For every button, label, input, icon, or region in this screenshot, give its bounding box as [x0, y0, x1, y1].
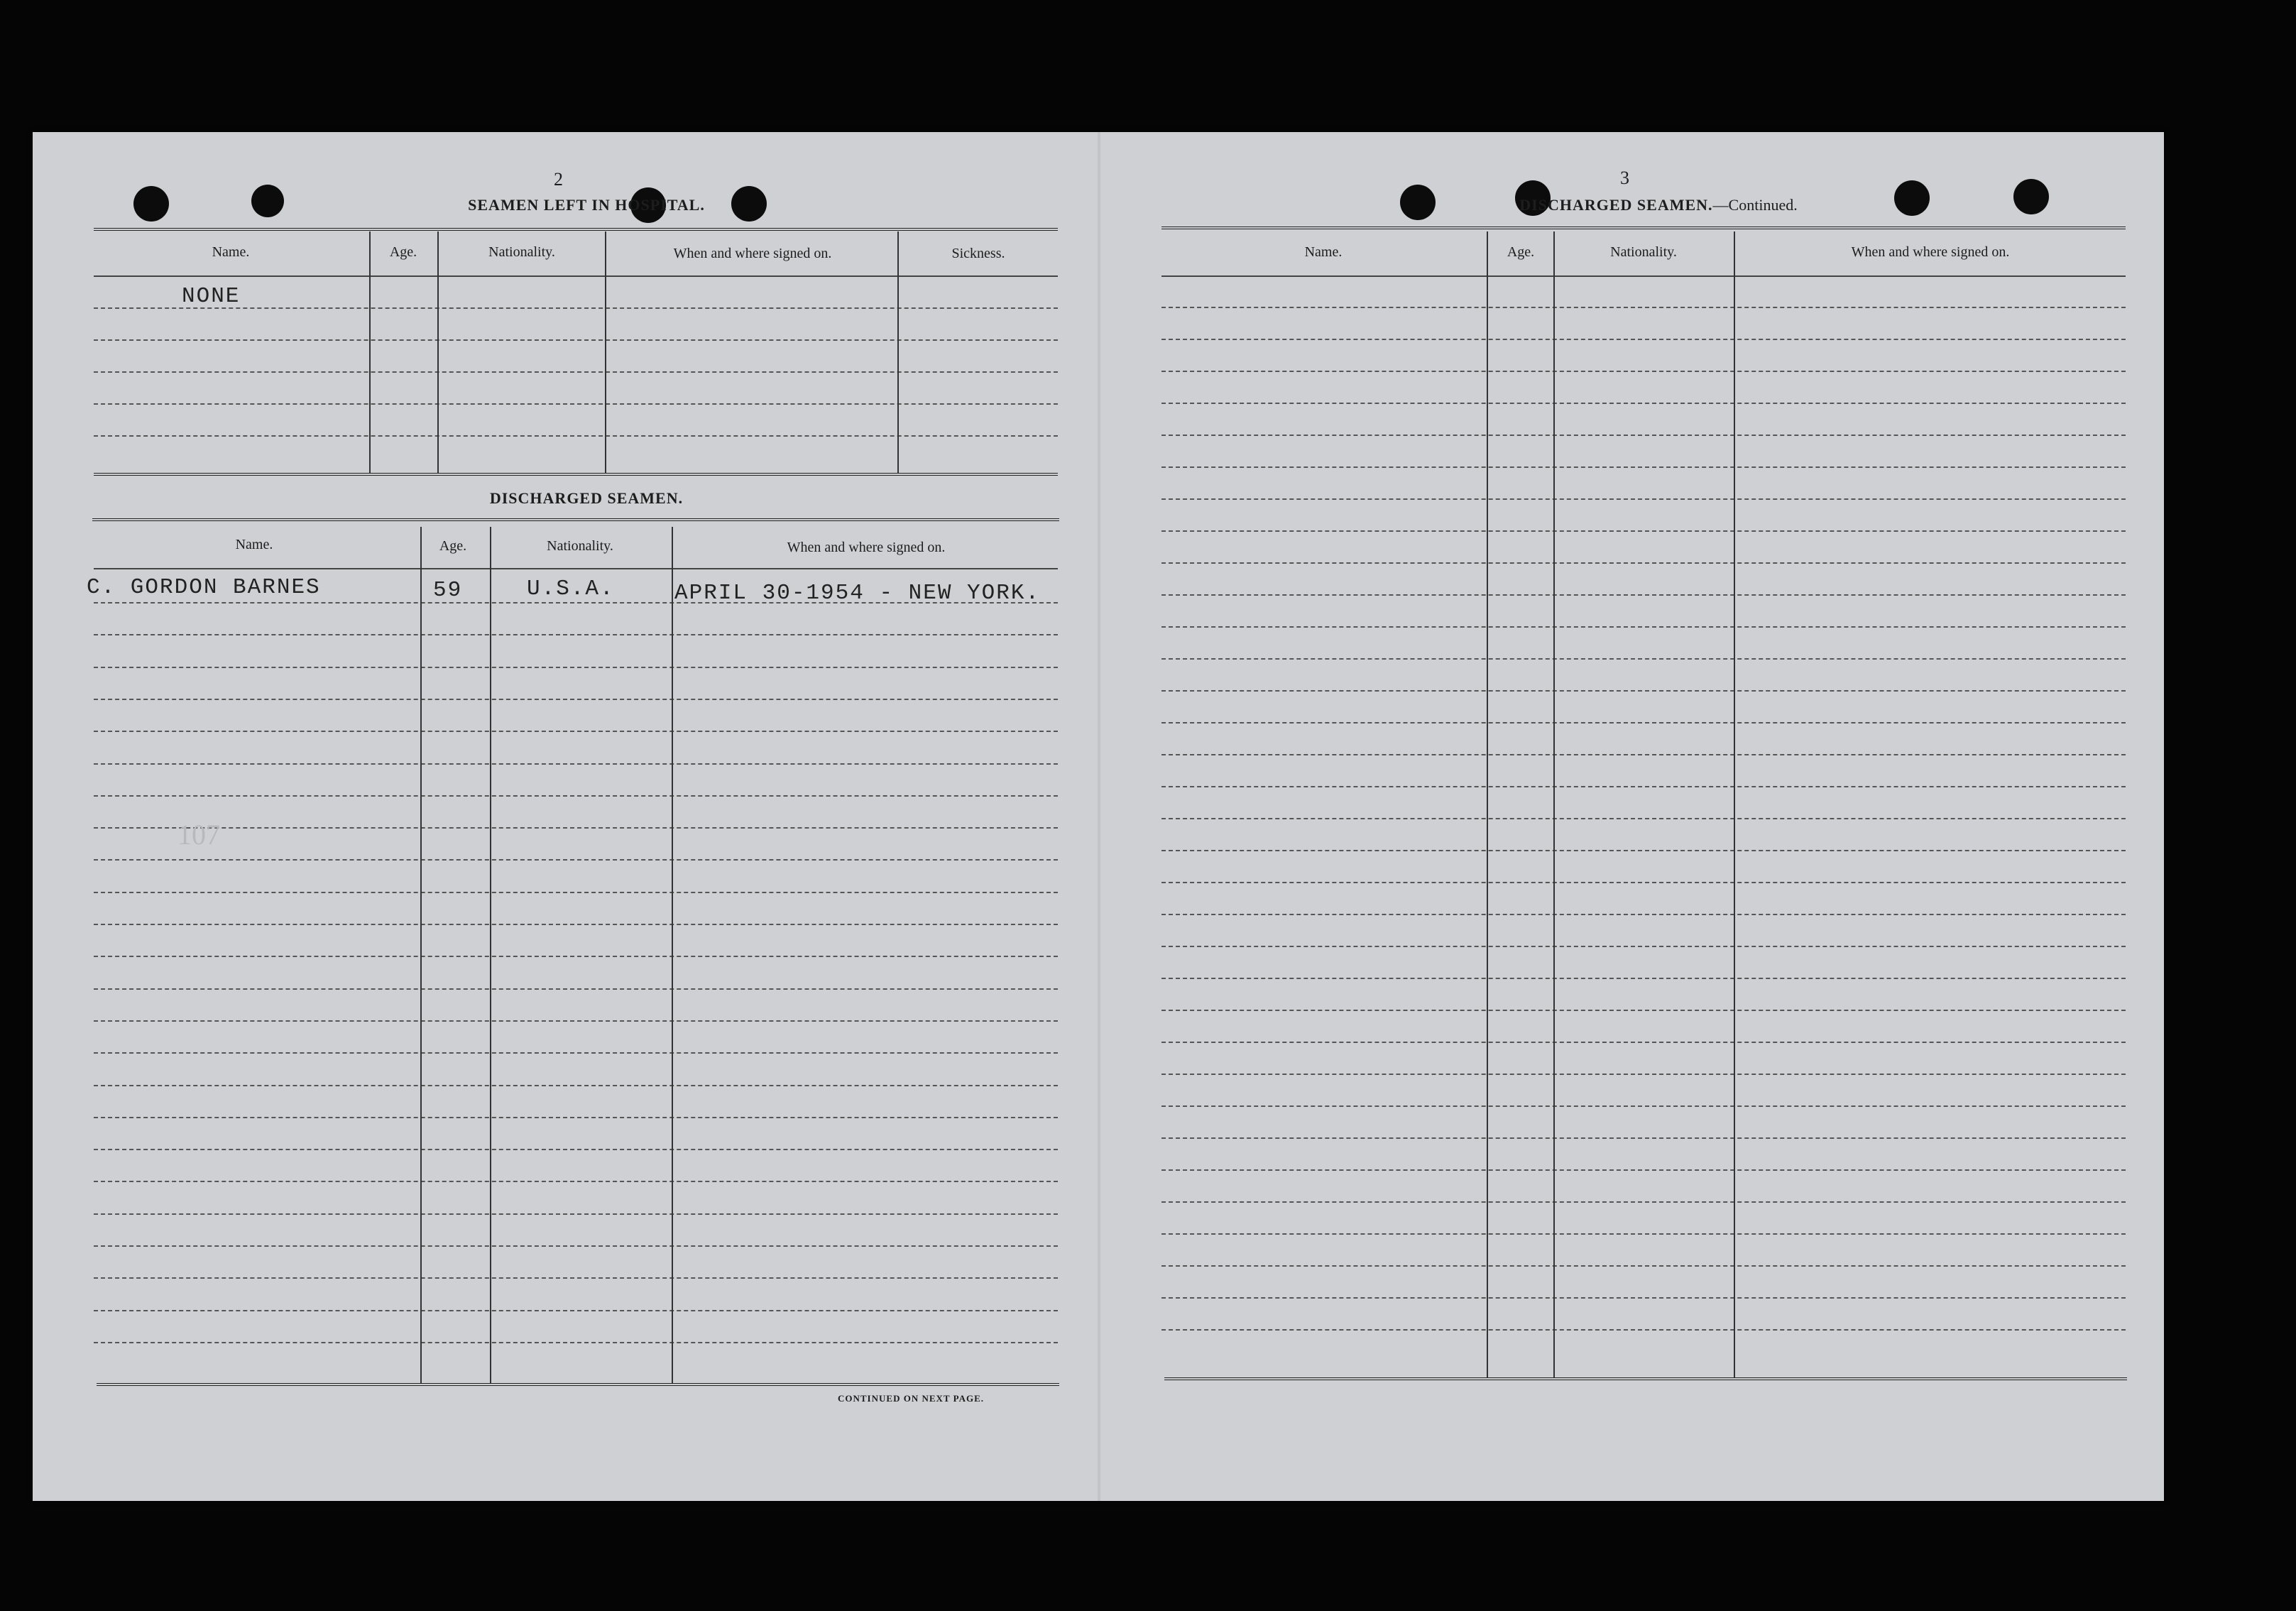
col-head-name: Name.	[235, 537, 273, 552]
row-rule	[1161, 562, 2126, 564]
row-rule	[94, 1342, 1058, 1343]
row-rule	[1161, 307, 2126, 308]
row-rule	[1161, 786, 2126, 787]
row-rule	[1161, 1265, 2126, 1267]
row-rule	[94, 435, 1058, 437]
row-rule	[94, 1020, 1058, 1022]
row-rule	[1161, 594, 2126, 596]
col-head-nationality: Nationality.	[547, 538, 613, 554]
col-head-age: Age.	[439, 538, 467, 554]
punch-hole	[251, 185, 284, 217]
row-rule	[94, 1117, 1058, 1118]
col-divider	[420, 527, 422, 1383]
col-head-age: Age.	[389, 244, 417, 260]
col-head-name: Name.	[212, 244, 250, 260]
row-rule	[1161, 530, 2126, 532]
row-rule	[1161, 1105, 2126, 1107]
margin-mark: 107	[177, 819, 220, 851]
row-rule	[1161, 466, 2126, 468]
row-rule	[94, 1245, 1058, 1247]
row-rule	[94, 956, 1058, 957]
row-rule	[1161, 978, 2126, 979]
right-title-suffix: —Continued.	[1712, 196, 1798, 214]
row-rule	[1161, 914, 2126, 915]
col-divider	[437, 231, 439, 473]
col-head-signed-on: When and where signed on.	[787, 540, 946, 555]
row-rule	[1161, 1010, 2126, 1011]
row-rule	[94, 403, 1058, 405]
row-rule	[1161, 818, 2126, 819]
row-rule	[1161, 1137, 2126, 1139]
row-rule	[94, 1052, 1058, 1054]
row-rule	[94, 1277, 1058, 1279]
row-rule	[94, 371, 1058, 373]
col-head-nationality: Nationality.	[488, 244, 555, 260]
discharged-section-title: DISCHARGED SEAMEN.	[489, 489, 684, 507]
row-rule	[1161, 1201, 2126, 1203]
table-top-rule	[94, 228, 1058, 233]
col-head-nationality: Nationality.	[1610, 244, 1677, 260]
table-bottom-rule	[94, 473, 1058, 478]
row-rule	[1161, 850, 2126, 851]
continued-footer: CONTINUED ON NEXT PAGE.	[838, 1393, 984, 1404]
center-fold	[1098, 132, 1100, 1501]
entry-age: 59	[433, 578, 463, 603]
row-rule	[94, 795, 1058, 797]
row-rule	[94, 763, 1058, 765]
row-rule	[1161, 1329, 2126, 1331]
row-rule	[1161, 371, 2126, 372]
right-section-title	[1367, 196, 1950, 214]
row-rule	[1161, 722, 2126, 723]
col-head-signed-on: When and where signed on.	[1851, 244, 2010, 260]
entry-name: C. GORDON BARNES	[87, 575, 321, 600]
header-rule	[1161, 275, 2126, 277]
col-divider	[605, 231, 606, 473]
row-rule	[1161, 498, 2126, 500]
page-number-right: 3	[1620, 168, 1629, 188]
hospital-section-title: SEAMEN LEFT IN HOSPITAL.	[468, 196, 705, 214]
header-rule	[94, 275, 1058, 277]
table-bottom-rule	[97, 1383, 1059, 1388]
row-rule	[94, 731, 1058, 732]
header-rule	[94, 568, 1058, 569]
col-head-signed-on: When and where signed on.	[673, 246, 832, 261]
row-rule	[94, 1213, 1058, 1215]
row-rule	[94, 859, 1058, 861]
row-rule	[94, 634, 1058, 635]
row-rule	[1161, 435, 2126, 436]
row-rule	[1161, 1233, 2126, 1235]
row-rule	[94, 699, 1058, 700]
entry-signed-on: APRIL 30-1954 - NEW YORK.	[674, 581, 1041, 606]
document-sheet	[33, 132, 2164, 1501]
page-number-left: 2	[554, 169, 563, 190]
table-top-rule	[1161, 226, 2126, 231]
col-divider	[1487, 231, 1488, 1377]
row-rule	[1161, 882, 2126, 883]
row-rule	[94, 892, 1058, 893]
row-rule	[1161, 690, 2126, 692]
row-rule	[94, 988, 1058, 990]
col-divider	[369, 231, 371, 473]
col-head-sickness: Sickness.	[951, 246, 1005, 261]
row-rule	[1161, 754, 2126, 755]
row-rule	[1161, 339, 2126, 340]
row-rule	[1161, 626, 2126, 628]
right-title-text: DISCHARGED SEAMEN.	[1519, 196, 1713, 214]
row-rule	[94, 667, 1058, 668]
col-divider	[1734, 231, 1735, 1377]
row-rule	[1161, 403, 2126, 404]
punch-hole	[133, 186, 169, 222]
col-divider	[1553, 231, 1555, 1377]
row-rule	[94, 1149, 1058, 1150]
row-rule	[94, 827, 1058, 829]
row-rule	[94, 924, 1058, 925]
hospital-entry-name: NONE	[182, 284, 241, 309]
row-rule	[94, 1181, 1058, 1182]
row-rule	[94, 1310, 1058, 1311]
table-top-rule	[92, 518, 1059, 523]
row-rule	[1161, 1297, 2126, 1299]
col-divider	[897, 231, 899, 473]
entry-nationality: U.S.A.	[527, 577, 615, 601]
row-rule	[1161, 1169, 2126, 1171]
col-head-name: Name.	[1304, 244, 1343, 260]
punch-hole	[2013, 179, 2049, 214]
row-rule	[94, 1085, 1058, 1086]
row-rule	[1161, 658, 2126, 660]
row-rule	[1161, 1042, 2126, 1043]
table-bottom-rule	[1164, 1377, 2127, 1382]
col-divider	[672, 527, 673, 1383]
row-rule	[1161, 946, 2126, 947]
col-divider	[490, 527, 491, 1383]
row-rule	[1161, 1074, 2126, 1075]
row-rule	[94, 339, 1058, 341]
col-head-age: Age.	[1507, 244, 1535, 260]
